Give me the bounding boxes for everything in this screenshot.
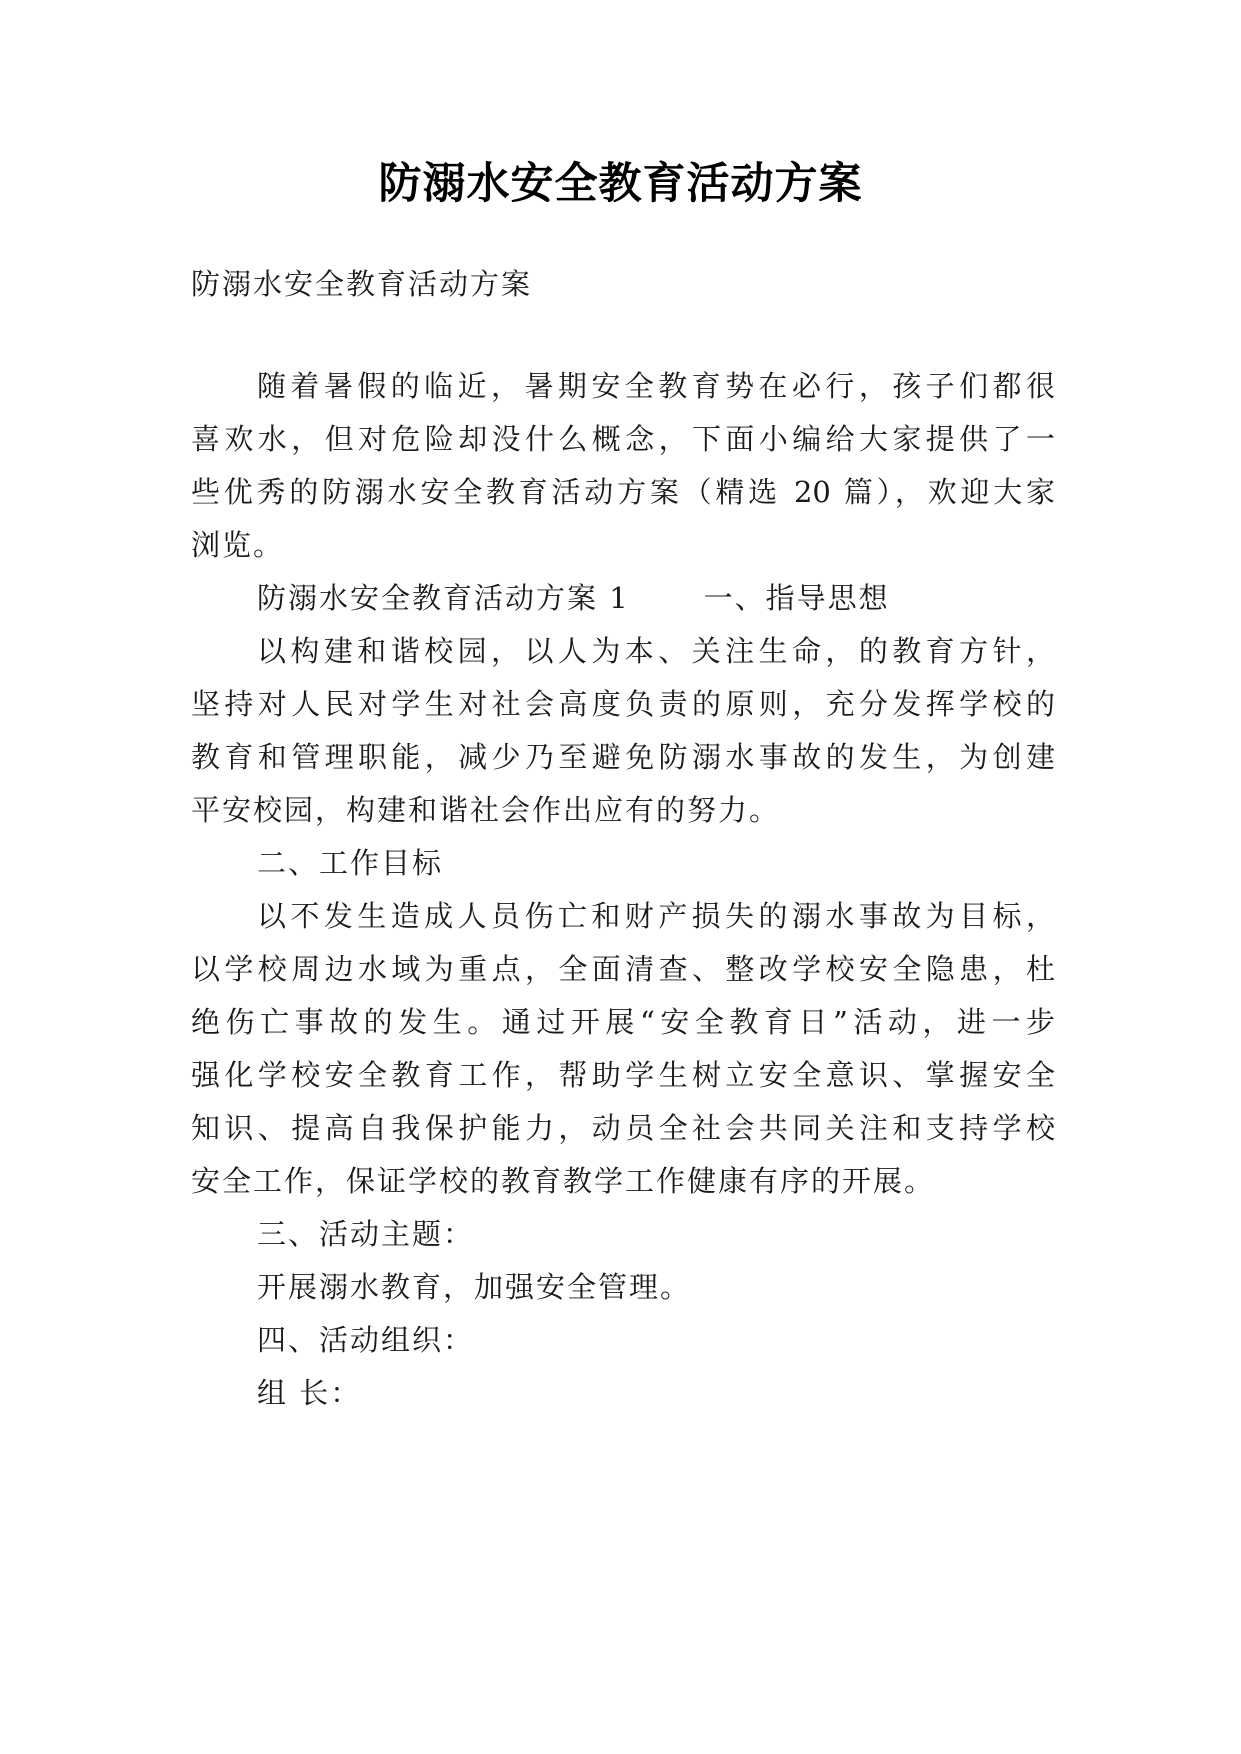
section-2-line-1: 以不发生造成人员伤亡和财产损失的溺水事故为目标， <box>257 899 1055 933</box>
section-2-line-4: 强化学校安全教育工作，帮助学生树立安全意识、掌握安全 <box>191 1058 1055 1092</box>
section-1-line-3: 教育和管理职能，减少乃至避免防溺水事故的发生，为创建 <box>191 740 1055 774</box>
intro-line-3: 些优秀的防溺水安全教育活动方案（精选 20 篇），欢迎大家 <box>191 475 1055 509</box>
plan-heading: 防溺水安全教育活动方案 1 <box>257 581 630 615</box>
plan-heading-row <box>257 576 890 620</box>
section-2-title: 二、工作目标 <box>257 846 444 880</box>
document-title: 防溺水安全教育活动方案 <box>378 159 863 209</box>
section-1-line-2: 坚持对人民对学生对社会高度负责的原则，充分发挥学校的 <box>191 687 1055 721</box>
leader-label: 组 长： <box>257 1376 362 1410</box>
section-1-line-1: 以构建和谐校园，以人为本、关注生命，的教育方针， <box>257 634 1055 668</box>
intro-line-4: 浏览。 <box>191 528 285 562</box>
intro-line-2: 喜欢水，但对危险却没什么概念，下面小编给大家提供了一 <box>191 422 1055 456</box>
section-4-title: 四、活动组织： <box>257 1323 475 1357</box>
intro-line-1: 随着暑假的临近，暑期安全教育势在必行，孩子们都很 <box>257 369 1055 403</box>
section-2-line-5: 知识、提高自我保护能力，动员全社会共同关注和支持学校 <box>191 1111 1055 1145</box>
section-2-line-2: 以学校周边水域为重点，全面清查、整改学校安全隐患，杜 <box>191 952 1055 986</box>
section-1-line-4: 平安校园，构建和谐社会作出应有的努力。 <box>191 793 781 827</box>
section-1-title: 一、指导思想 <box>703 581 890 615</box>
section-2-line-6: 安全工作，保证学校的教育教学工作健康有序的开展。 <box>191 1164 936 1198</box>
section-2-line-3: 绝伤亡事故的发生。通过开展“安全教育日”活动，进一步 <box>191 1005 1055 1039</box>
section-3-text: 开展溺水教育，加强安全管理。 <box>257 1270 692 1304</box>
section-3-title: 三、活动主题： <box>257 1217 475 1251</box>
document-subtitle: 防溺水安全教育活动方案 <box>191 267 533 301</box>
